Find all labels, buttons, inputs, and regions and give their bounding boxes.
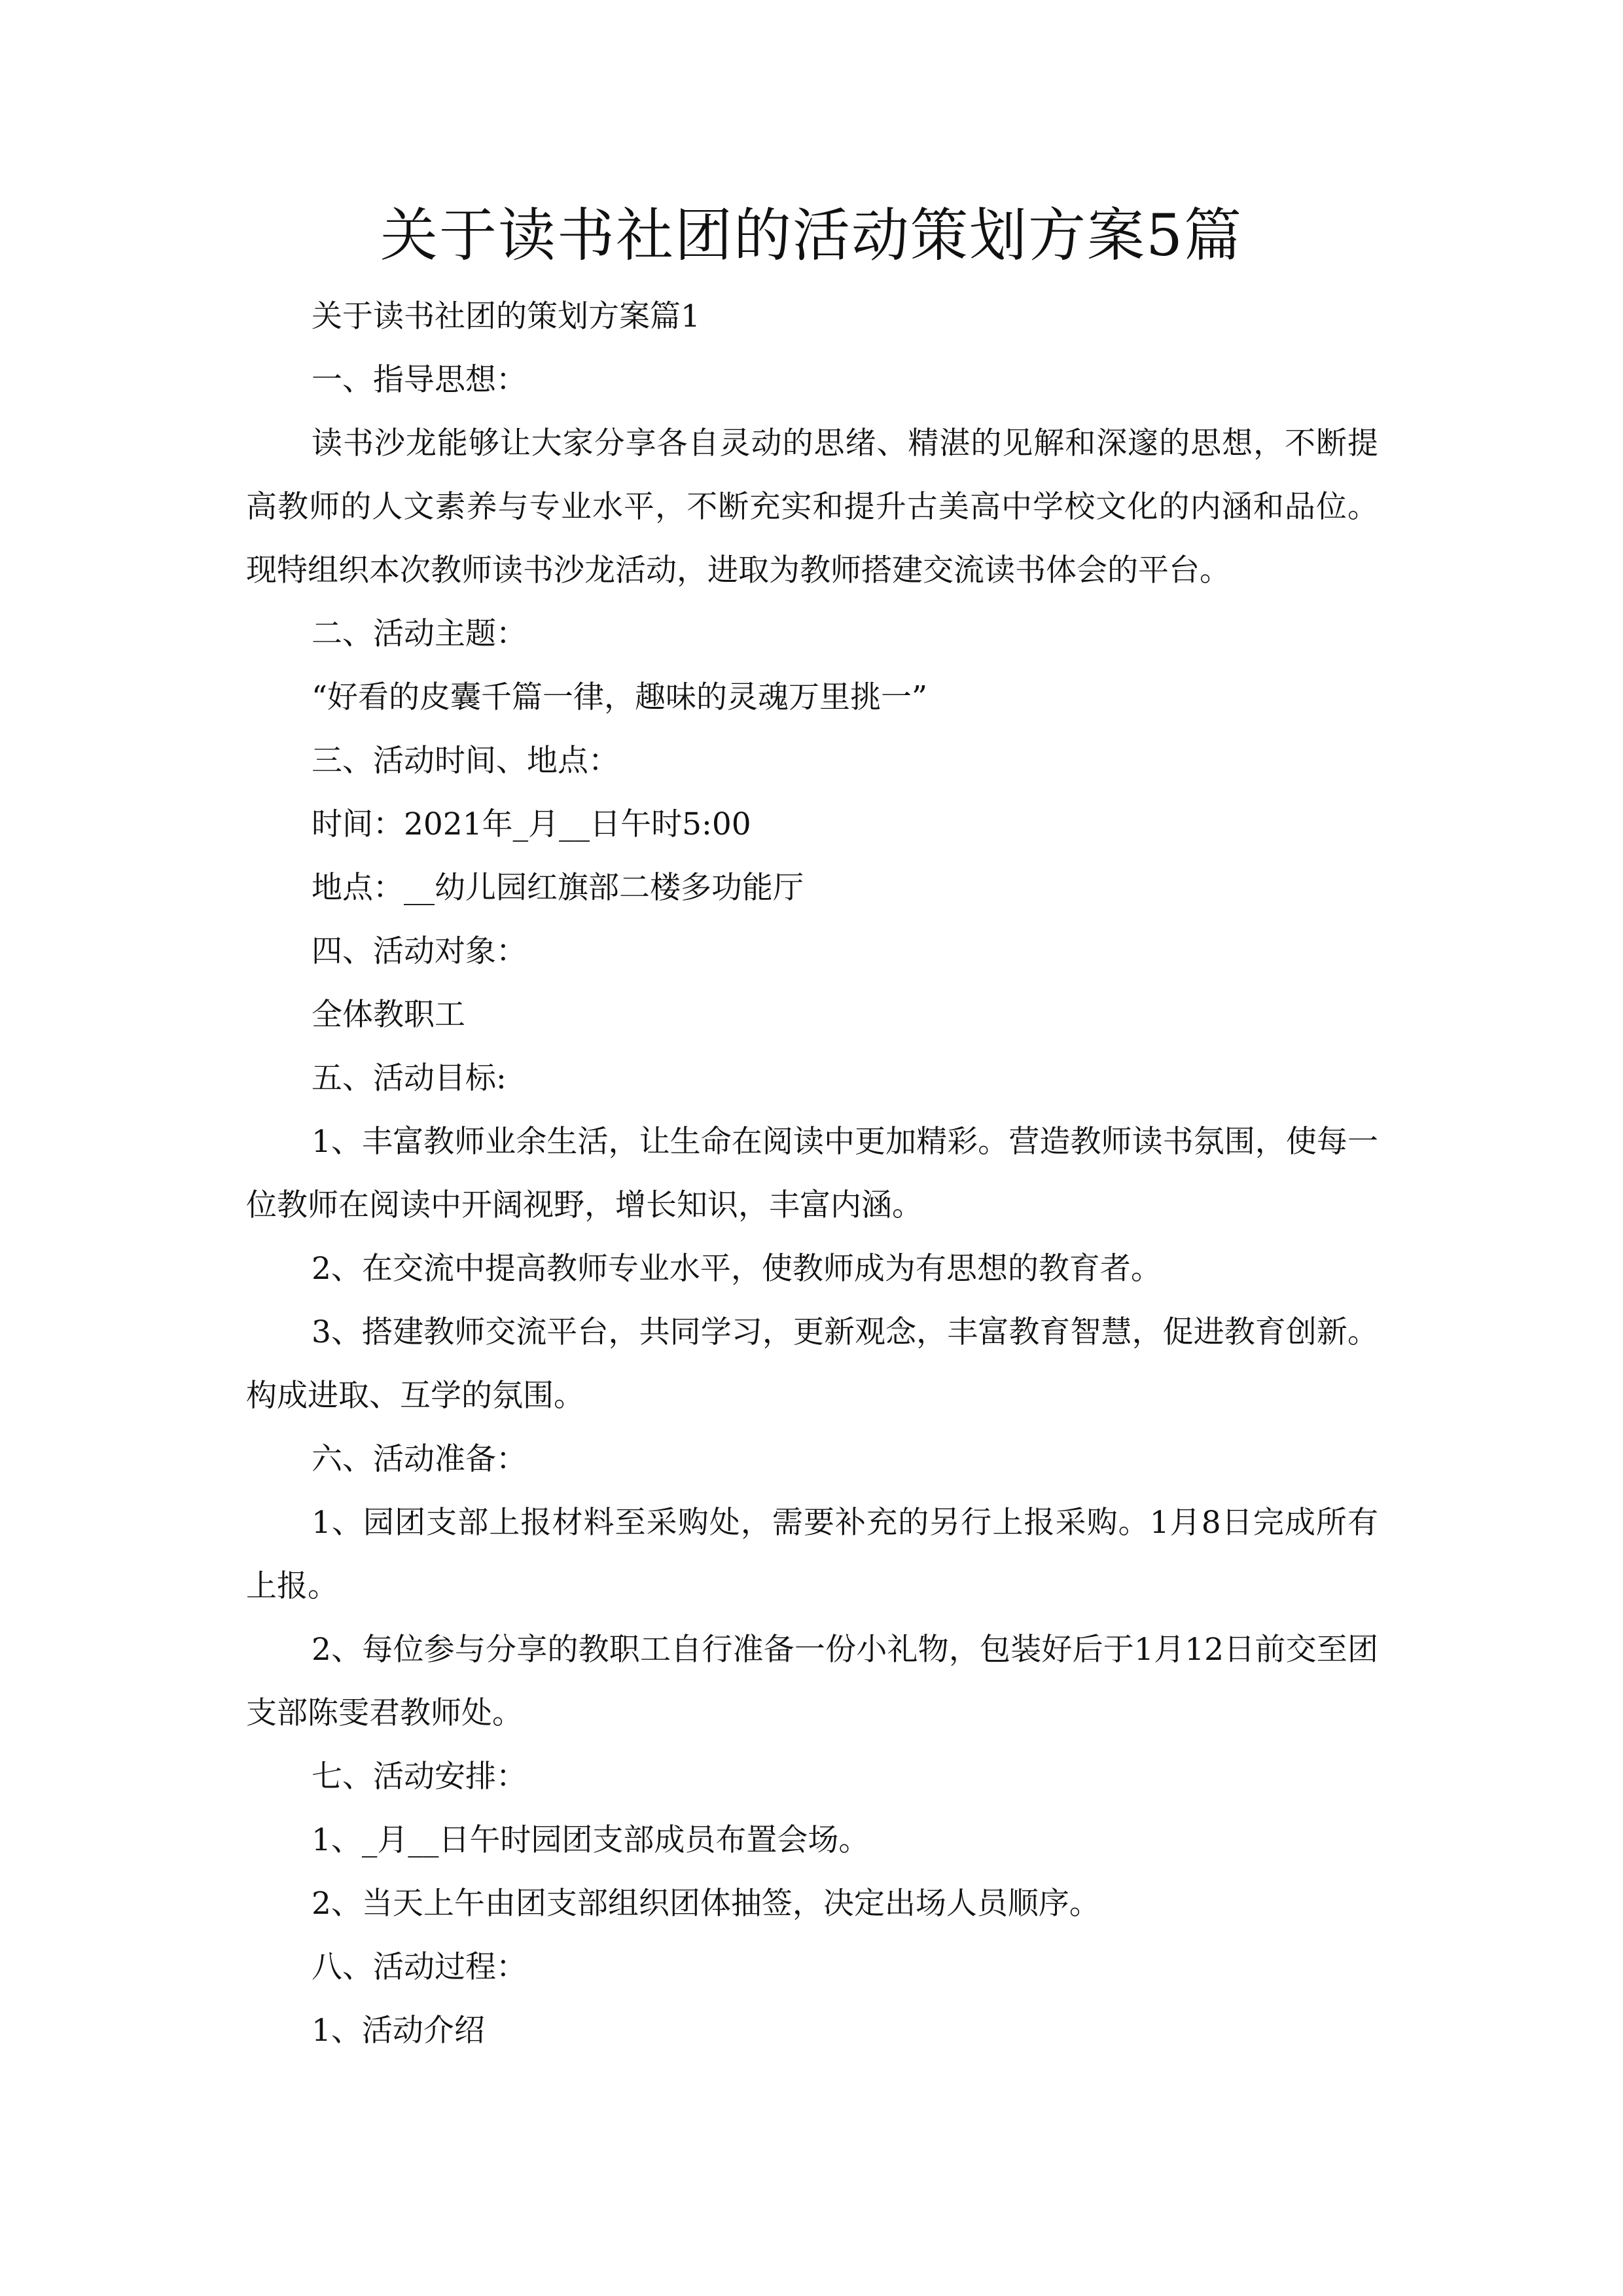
paragraph: “好看的皮囊千篇一律，趣味的灵魂万里挑一” (312, 679, 928, 715)
paragraph: 全体教职工 (312, 997, 465, 1033)
paragraph: 2、当天上午由团支部组织团体抽签，决定出场人员顺序。 (312, 1886, 1100, 1922)
paragraph: 2、每位参与分享的教职工自行准备一份小礼物，包装好后于1月12日前交至团支部陈雯君教师处。 (246, 1632, 1378, 1731)
paragraph: 六、活动准备： (312, 1441, 527, 1477)
paragraph: 3、搭建教师交流平台，共同学习，更新观念，丰富教育智慧，促进教育创新。构成进取、互学的氛围。 (246, 1314, 1378, 1414)
paragraph: 八、活动过程： (312, 1949, 527, 1985)
paragraph: 关于读书社团的策划方案篇1 (312, 298, 700, 334)
paragraph: 1、活动介绍 (312, 2013, 485, 2049)
paragraph: 地点：__幼儿园红旗部二楼多功能厅 (312, 870, 804, 906)
paragraph: 2、在交流中提高教师专业水平，使教师成为有思想的教育者。 (312, 1251, 1162, 1287)
paragraph: 二、活动主题： (312, 616, 527, 652)
paragraph: 五、活动目标: (312, 1060, 507, 1096)
paragraph: 1、丰富教师业余生活，让生命在阅读中更加精彩。营造教师读书氛围，使每一位教师在阅读中开阔视野，增长知识，丰富内涵。 (246, 1124, 1378, 1223)
paragraph: 1、_月__日午时园团支部成员布置会场。 (312, 1822, 870, 1858)
paragraph: 读书沙龙能够让大家分享各自灵动的思绪、精湛的见解和深邃的思想，不断提高教师的人文素养与专业水平，不断充实和提升古美高中学校文化的内涵和品位。现特组织本次教师读书沙龙活动，进取为教师搭建交流读书体会的平台。 (246, 425, 1378, 588)
document-title: 关于读书社团的活动策划方案5篇 (380, 202, 1243, 269)
document-body (246, 285, 1378, 2062)
paragraph: 一、指导思想： (312, 362, 527, 398)
paragraph: 1、园团支部上报材料至采购处，需要补充的另行上报采购。1月8日完成所有上报。 (246, 1505, 1378, 1604)
paragraph: 四、活动对象： (312, 933, 527, 969)
paragraph: 七、活动安排： (312, 1759, 527, 1795)
paragraph: 三、活动时间、地点： (312, 743, 619, 779)
paragraph: 时间：2021年_月__日午时5:00 (312, 806, 751, 842)
